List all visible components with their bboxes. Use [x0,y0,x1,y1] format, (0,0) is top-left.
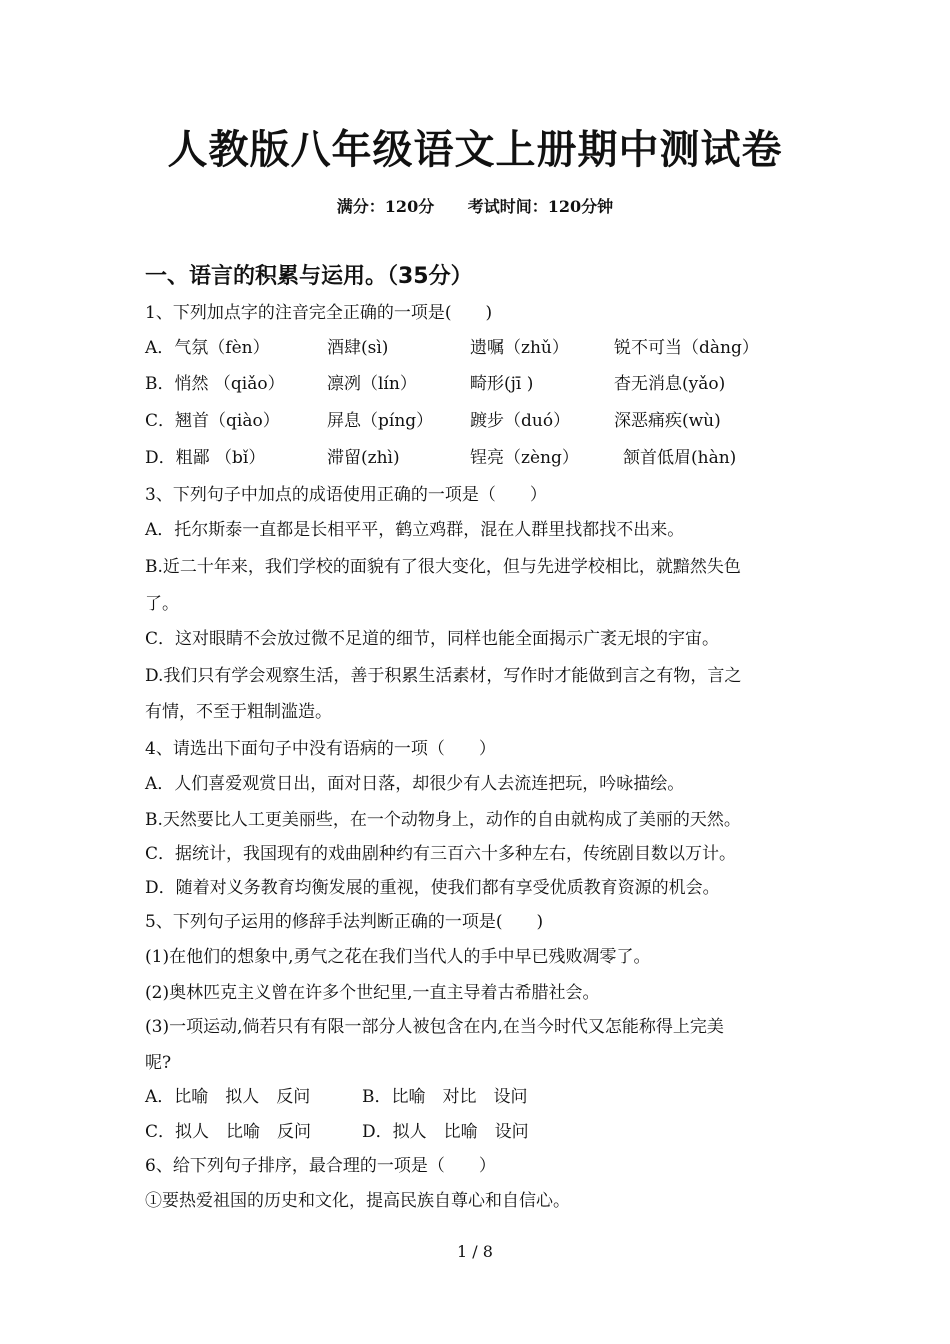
option-b-item-3: 畸形(jī ) [470,374,534,394]
exam-time: 考试时间：120分钟 [467,197,614,216]
question-1-option-b [145,372,825,396]
question-5-option-b: B．比喻 对比 设问 [362,1087,528,1107]
full-score: 满分：120分 [336,197,435,216]
question-4-option-c: C．据统计，我国现有的戏曲剧种约有三百六十多种左右，传统剧目数以万计。 [145,844,737,864]
option-c-item-2: 屏息（píng） [327,411,434,431]
page-title: 人教版八年级语文上册期中测试卷 [167,127,783,173]
question-4-option-a: A．人们喜爱观赏日出，面对日落，却很少有人去流连把玩，吟咏描绘。 [145,774,685,794]
question-4-option-b: B.天然要比人工更美丽些，在一个动物身上，动作的自由就构成了美丽的天然。 [145,810,741,830]
option-d-item-4: 颔首低眉(hàn) [623,448,737,468]
option-c-item-1: C．翘首（qiào） [145,411,280,431]
question-3-option-b-line-2: 了。 [145,594,179,614]
question-5-option-d: D．拟人 比喻 设问 [362,1122,529,1142]
question-1-option-d [145,446,825,470]
option-c-item-4: 深恶痛疾(wù) [614,411,721,431]
question-1-option-a [145,336,825,360]
question-4-option-d: D．随着对义务教育均衡发展的重视，使我们都有享受优质教育资源的机会。 [145,878,720,898]
question-3-stem: 3、下列句子中加点的成语使用正确的一项是（ ） [145,485,547,505]
option-a-item-1: A．气氛（fèn） [145,338,270,358]
question-5-sentence-1: (1)在他们的想象中,勇气之花在我们当代人的手中早已残败凋零了。 [145,947,651,967]
question-3-option-a: A．托尔斯泰一直都是长相平平，鹤立鸡群，混在人群里找都找不出来。 [145,520,685,540]
option-a-item-2: 酒肆(sì) [327,338,389,358]
option-c-item-3: 踱步（duó） [470,411,571,431]
question-5-sentence-2: (2)奥林匹克主义曾在许多个世纪里,一直主导着古希腊社会。 [145,983,600,1003]
option-b-item-4: 杳无消息(yǎo) [614,374,726,394]
option-d-item-3: 锃亮（zèng） [470,448,579,468]
question-5-option-a: A．比喻 拟人 反问 [145,1087,311,1107]
option-b-item-1: B．悄然 （qiǎo） [145,374,285,394]
question-1-option-c [145,409,825,433]
option-d-item-1: D．粗鄙 （bǐ） [145,448,266,468]
question-3-option-d-line-2: 有情，不至于粗制滥造。 [145,702,332,722]
option-b-item-2: 凛冽（lín） [327,374,417,394]
question-3-option-b-line-1: B.近二十年来，我们学校的面貌有了很大变化，但与先进学校相比，就黯然失色 [145,557,741,577]
question-5-sentence-3-line-1: (3)一项运动,倘若只有有限一部分人被包含在内,在当今时代又怎能称得上完美 [145,1017,724,1037]
question-4-stem: 4、请选出下面句子中没有语病的一项（ ） [145,739,496,759]
option-d-item-2: 滞留(zhì) [327,448,400,468]
section-heading: 一、语言的积累与运用。（35分） [145,264,473,289]
question-1-stem: 1、下列加点字的注音完全正确的一项是( ) [145,303,493,323]
question-6-stem: 6、给下列句子排序，最合理的一项是（ ） [145,1156,496,1176]
question-5-stem: 5、下列句子运用的修辞手法判断正确的一项是( ) [145,912,544,932]
question-5-sentence-3-line-2: 呢? [145,1053,172,1073]
exam-info [0,194,950,217]
question-5-option-c: C．拟人 比喻 反问 [145,1122,312,1142]
question-6-sentence-1: ①要热爱祖国的历史和文化，提高民族自尊心和自信心。 [145,1191,570,1211]
question-3-option-d-line-1: D.我们只有学会观察生活，善于积累生活素材，写作时才能做到言之有物，言之 [145,666,742,686]
question-3-option-c: C．这对眼睛不会放过微不足道的细节，同样也能全面揭示广袤无垠的宇宙。 [145,629,720,649]
option-a-item-4: 锐不可当（dàng） [614,338,759,358]
option-a-item-3: 遗嘱（zhǔ） [470,338,569,358]
page-number: 1 / 8 [457,1242,493,1261]
